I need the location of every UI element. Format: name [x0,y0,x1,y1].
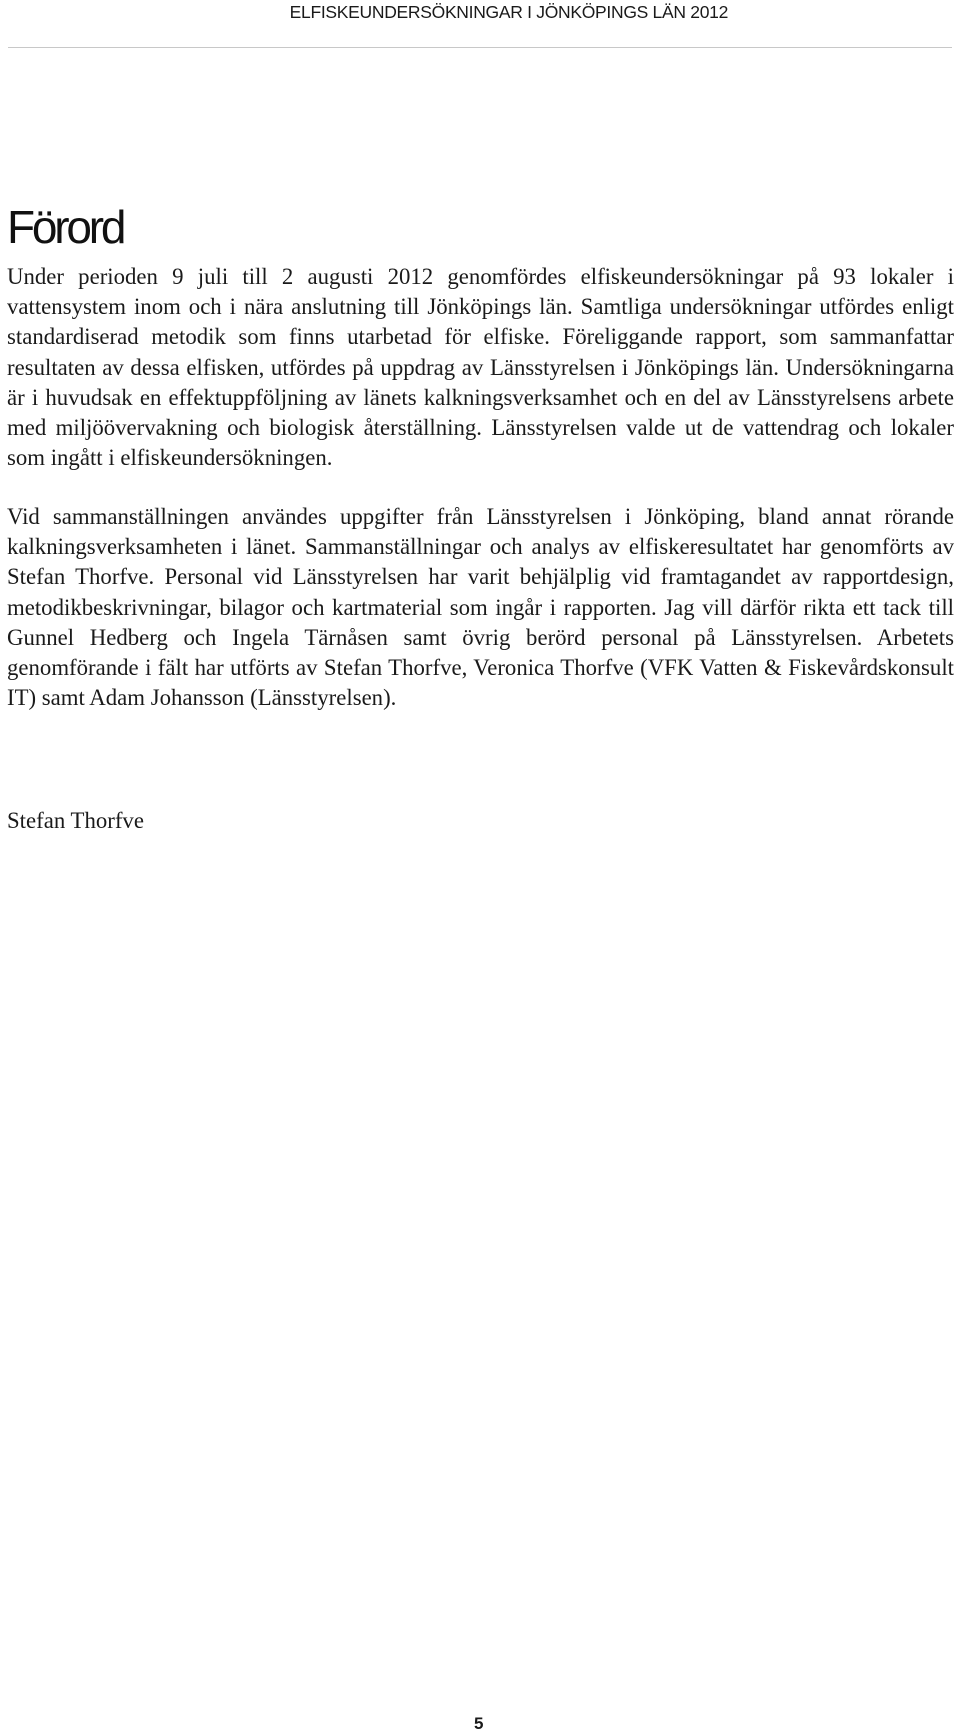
running-header: ELFISKEUNDERSÖKNINGAR I JÖNKÖPINGS LÄN 2012 [289,2,728,22]
acknowledgement-paragraph: Vid sammanställningen användes uppgifter från Länsstyrelsen i Jönköping, bland annat rörande kalkningsverksamheten i länet. Sammanställningar och analys av elfiskeresultatet har genomförts av Stefan Thorfve. Personal vid Länsstyrelsen har varit behjälplig vid framtagandet av rapportdesign, metodikbeskrivningar, bilagor och kartmaterial som ingår i rapporten. Jag vill därför rikta ett tack till Gunnel Hedberg och Ingela Tärnåsen samt övrig berörd personal på Länsstyrelsen. Arbetets genomförande i fält har utförts av Stefan Thorfve, Veronica Thorfve (VFK Vatten & Fiskevårdskonsult IT) samt Adam Johansson (Länsstyrelsen). [7,504,954,711]
page-title: Förord [7,201,124,253]
author-signature: Stefan Thorfve [7,808,144,833]
page-number: 5 [474,1714,484,1733]
header-divider [8,47,952,48]
intro-paragraph: Under perioden 9 juli till 2 augusti 2012 genomfördes elfiskeundersökningar på 93 lokaler i vattensystem inom och i nära anslutning till Jönköpings län. Samtliga undersökningar utfördes enligt standardiserad metodik som finns utarbetad för elfiske. Föreliggande rapport, som sammanfattar resultaten av dessa elfisken, utfördes på uppdrag av Länsstyrelsen i Jönköpings län. Undersökningarna är i huvudsak en effektuppföljning av länets kalkningsverksamhet och en del av Länsstyrelsens arbete med miljöövervakning och biologisk återställning. Länsstyrelsen valde ut de vattendrag och lokaler som ingått i elfiskeundersökningen. [7,264,954,471]
